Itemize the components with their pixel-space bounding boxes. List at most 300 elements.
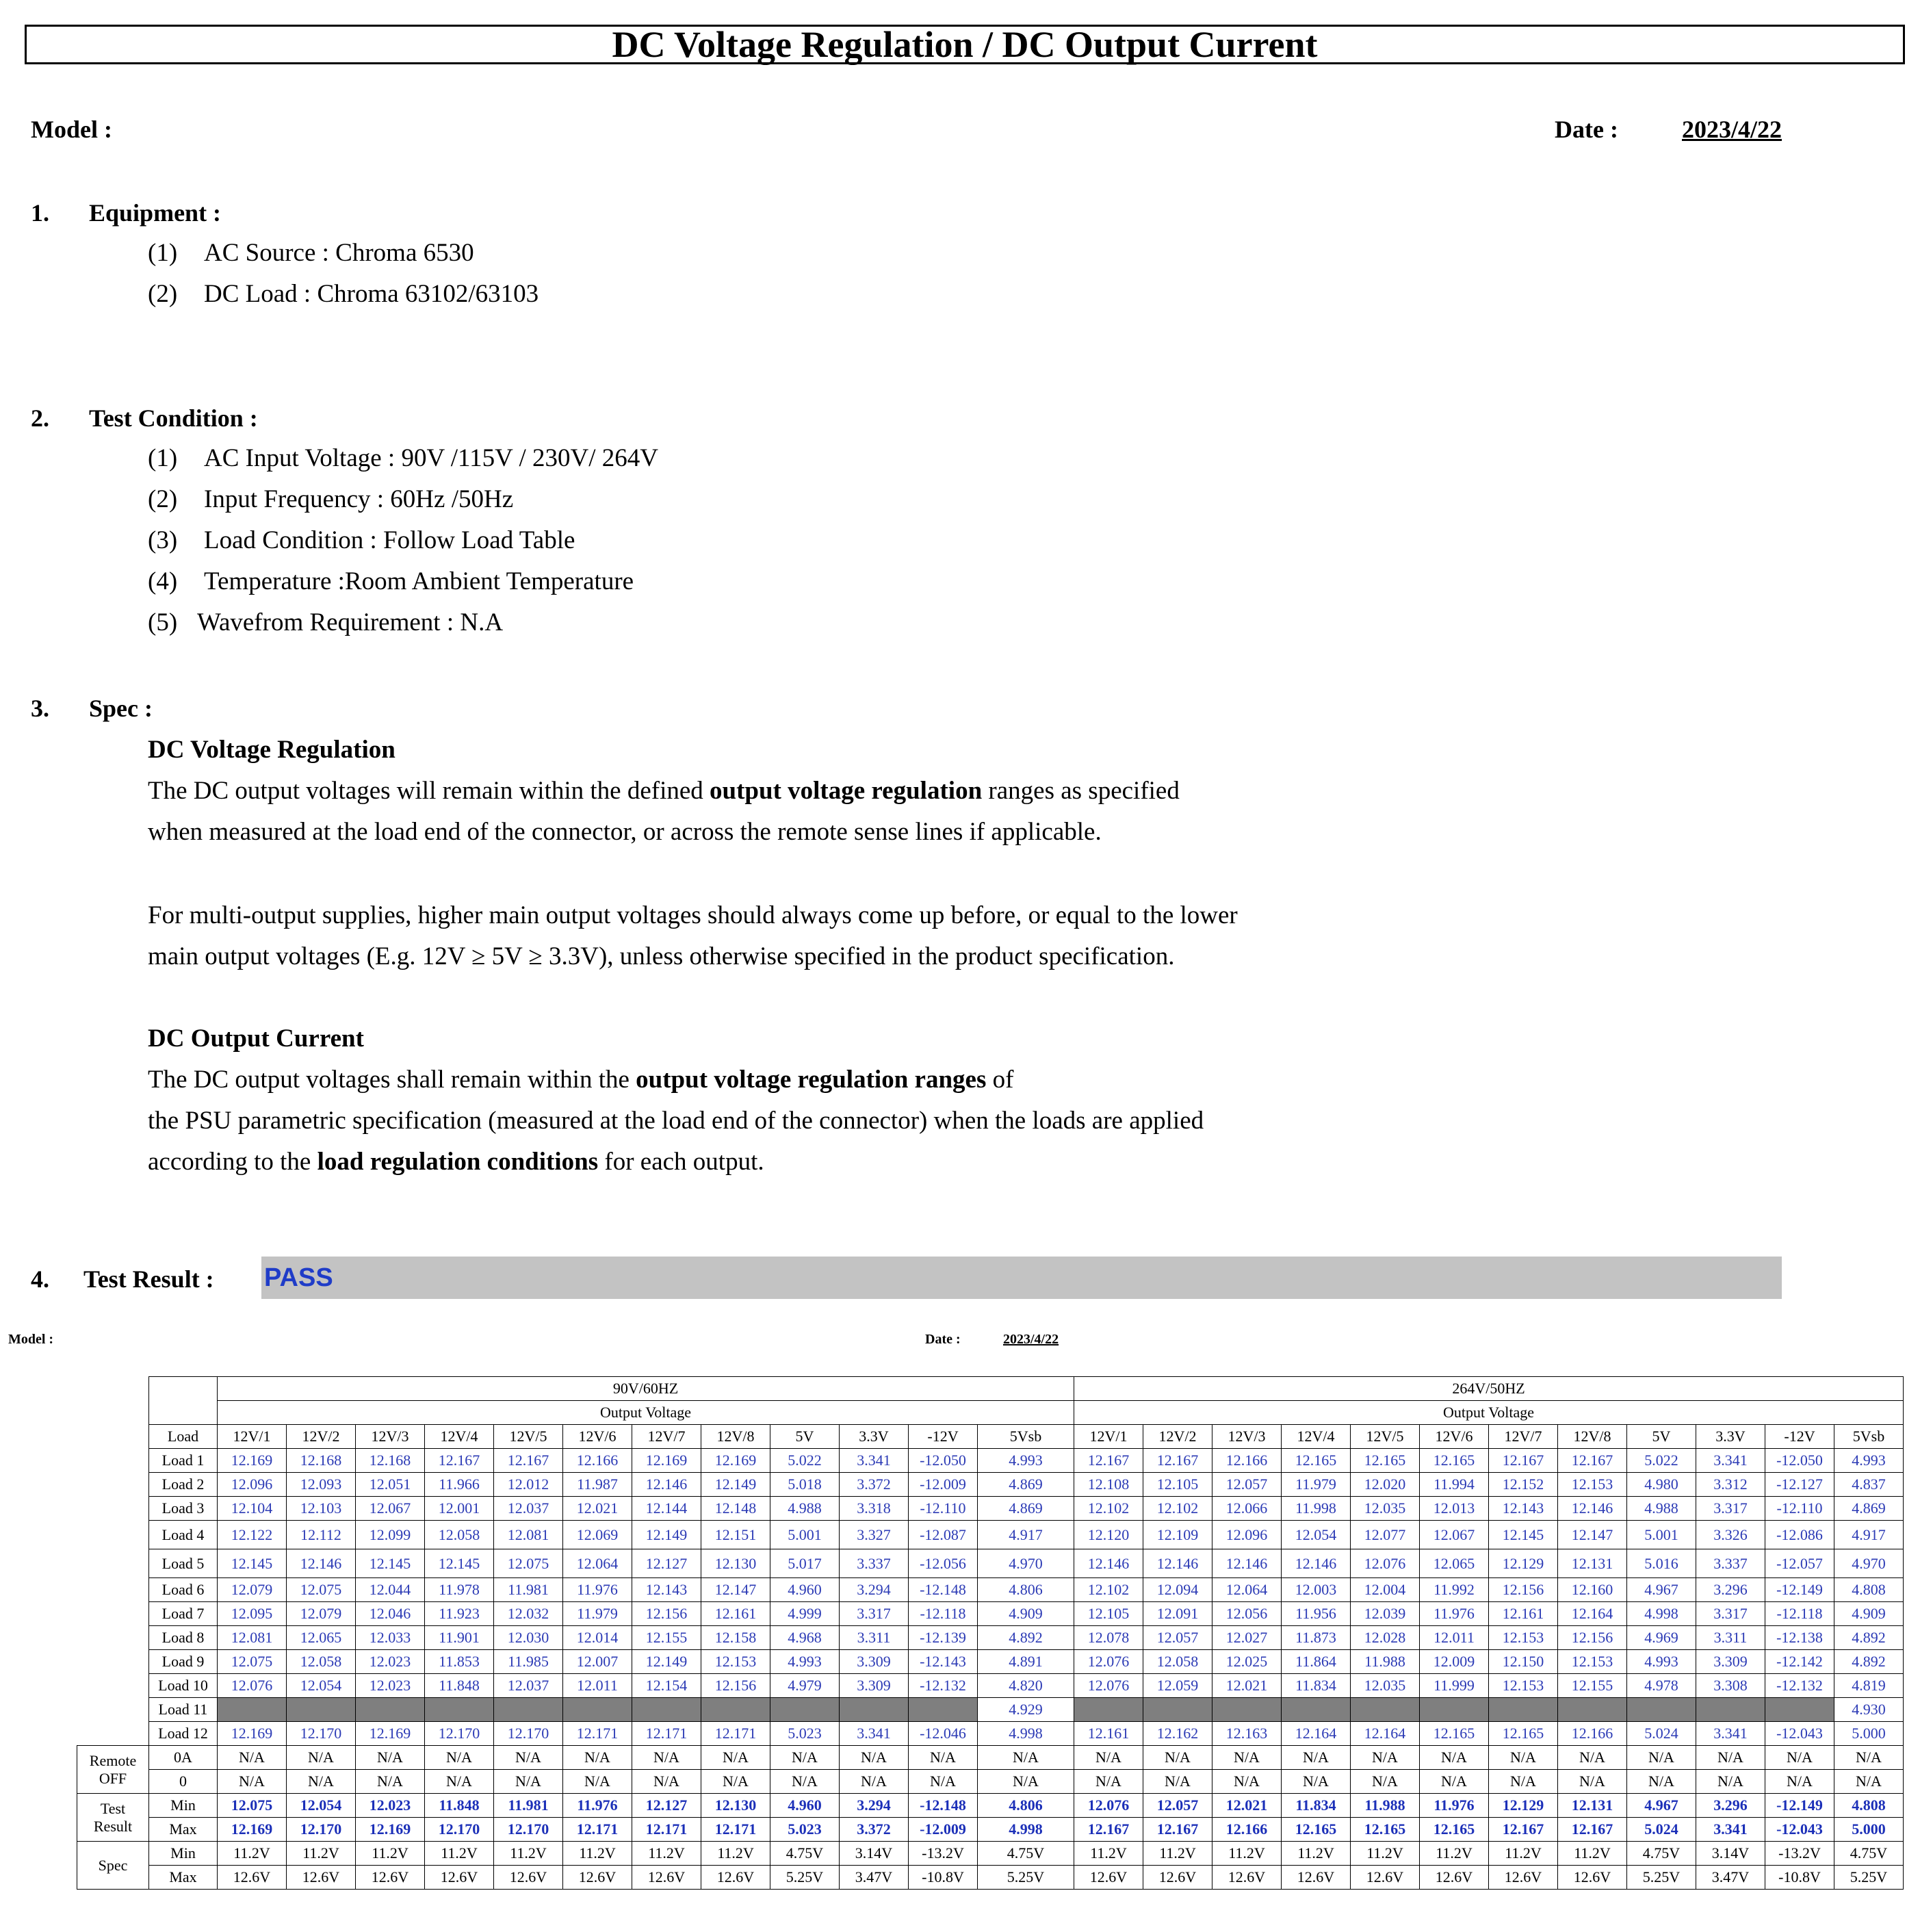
column-header-right: 12V/7 [1489, 1425, 1558, 1449]
value-cell-right: 12.054 [1282, 1521, 1351, 1549]
remote-off-row [77, 1770, 1904, 1794]
remote-off-value: N/A [1765, 1746, 1834, 1770]
spec-row-name: Max [149, 1866, 218, 1890]
value-cell-left: -12.148 [909, 1578, 978, 1602]
value-cell-right: 11.834 [1282, 1674, 1351, 1698]
result-bar [261, 1257, 1782, 1299]
value-cell-left: 3.327 [840, 1521, 909, 1549]
header-corner [149, 1377, 218, 1425]
load-row [77, 1521, 1904, 1549]
value-cell-right: 12.160 [1558, 1578, 1627, 1602]
group-header-left: 90V/60HZ [218, 1377, 1074, 1401]
blank-cell [77, 1549, 149, 1578]
load-row [77, 1626, 1904, 1650]
value-cell-left [701, 1698, 770, 1722]
value-cell-left: 12.169 [632, 1449, 701, 1473]
value-cell-right: 12.011 [1420, 1626, 1489, 1650]
value-cell-right: 12.165 [1489, 1722, 1558, 1746]
value-cell-left: 3.341 [840, 1722, 909, 1746]
value-cell-right: 12.035 [1351, 1674, 1420, 1698]
value-cell-left: 11.987 [563, 1473, 632, 1497]
value-cell-left [218, 1698, 287, 1722]
spec-value-left: 11.2V [218, 1842, 287, 1866]
value-cell-left: 12.169 [218, 1449, 287, 1473]
test-result-value-left: 12.171 [632, 1818, 701, 1842]
value-cell-left: 11.981 [494, 1578, 563, 1602]
load-row [77, 1650, 1904, 1674]
condition-item-3-text: Load Condition : Follow Load Table [204, 526, 575, 554]
value-cell-right: -12.127 [1765, 1473, 1834, 1497]
test-result-value-right: 5.000 [1834, 1818, 1904, 1842]
spec-value-left: 3.47V [840, 1866, 909, 1890]
value-cell-right [1143, 1698, 1212, 1722]
value-cell-left: 12.158 [701, 1626, 770, 1650]
test-result-value-left: 11.976 [563, 1794, 632, 1818]
remote-off-value: N/A [1420, 1770, 1489, 1794]
test-result-value-left: 12.130 [701, 1794, 770, 1818]
value-cell-right: 12.021 [1212, 1674, 1282, 1698]
value-cell-right: 11.992 [1420, 1578, 1489, 1602]
spec-doc-line-3-bold: load regulation conditions [317, 1148, 599, 1176]
remote-off-value: N/A [632, 1770, 701, 1794]
value-cell-right [1420, 1698, 1489, 1722]
value-cell-left: 11.853 [425, 1650, 494, 1674]
remote-off-value: N/A [1834, 1770, 1904, 1794]
spec-value-left: 3.14V [840, 1842, 909, 1866]
load-name: Load 8 [149, 1626, 218, 1650]
value-cell-right: 12.020 [1351, 1473, 1420, 1497]
spec-value-left: 11.2V [494, 1842, 563, 1866]
value-cell-right: 3.296 [1696, 1578, 1765, 1602]
value-cell-right: 3.309 [1696, 1650, 1765, 1674]
section-equipment-title: Equipment : [89, 199, 222, 227]
load-row [77, 1473, 1904, 1497]
value-cell-right: 12.155 [1558, 1674, 1627, 1698]
condition-item-4-num: (4) [148, 567, 178, 595]
value-cell-right: 12.064 [1212, 1578, 1282, 1602]
remote-off-value: N/A [840, 1746, 909, 1770]
remote-off-value: N/A [1351, 1746, 1420, 1770]
spec-doc-line-3 [148, 1147, 764, 1176]
value-cell-left: 12.170 [287, 1722, 356, 1746]
value-cell-right: 12.156 [1489, 1578, 1558, 1602]
value-cell-right: 4.819 [1834, 1674, 1904, 1698]
value-cell-left: 12.147 [701, 1578, 770, 1602]
value-cell-right: 11.994 [1420, 1473, 1489, 1497]
value-cell-left: 12.096 [218, 1473, 287, 1497]
value-cell-right: 12.166 [1558, 1722, 1627, 1746]
value-cell-right: 12.165 [1420, 1722, 1489, 1746]
section-equipment-num: 1. [31, 199, 49, 227]
remote-off-value: N/A [1489, 1746, 1558, 1770]
value-cell-right: 12.076 [1074, 1674, 1143, 1698]
remote-off-value: N/A [218, 1770, 287, 1794]
condition-item-5-num: (5) [148, 608, 178, 636]
remote-off-value: N/A [1696, 1770, 1765, 1794]
test-result-value-left: 12.169 [356, 1818, 425, 1842]
value-cell-left: 12.127 [632, 1549, 701, 1578]
test-result-label-line2: Result [93, 1817, 133, 1835]
condition-item-2-num: (2) [148, 485, 178, 513]
value-cell-left: 12.046 [356, 1602, 425, 1626]
column-header-left: 5V [770, 1425, 840, 1449]
spec-value-right: -10.8V [1765, 1866, 1834, 1890]
test-result-label [77, 1794, 149, 1842]
spec-row [77, 1842, 1904, 1866]
spec-doc-line-1-bold: output voltage regulation ranges [636, 1066, 987, 1094]
value-cell-left: 12.093 [287, 1473, 356, 1497]
spec-dvr-line-1-c: ranges as specified [982, 777, 1180, 805]
condition-item-1-text: AC Input Voltage : 90V /115V / 230V/ 264V [204, 444, 658, 472]
value-cell-right: 3.337 [1696, 1549, 1765, 1578]
header-row-group [77, 1377, 1904, 1401]
remote-off-value: N/A [1351, 1770, 1420, 1794]
value-cell-left: -12.009 [909, 1473, 978, 1497]
value-cell-right: 3.326 [1696, 1521, 1765, 1549]
value-cell-left [425, 1698, 494, 1722]
spec-value-left: -13.2V [909, 1842, 978, 1866]
remote-off-label-line1: Remote [89, 1751, 137, 1769]
results-table-body [77, 1377, 1904, 1890]
spec-doc-title: DC Output Current [148, 1025, 364, 1053]
remote-off-value: N/A [1558, 1746, 1627, 1770]
spec-value-right: 12.6V [1420, 1866, 1489, 1890]
value-cell-left: 4.909 [978, 1602, 1074, 1626]
value-cell-right: 4.988 [1627, 1497, 1696, 1521]
blank-cell [77, 1401, 149, 1425]
remote-off-value: N/A [1143, 1770, 1212, 1794]
value-cell-left: 12.149 [632, 1650, 701, 1674]
spec-value-left: 12.6V [287, 1866, 356, 1890]
value-cell-left: 5.018 [770, 1473, 840, 1497]
value-cell-left: 12.146 [287, 1549, 356, 1578]
test-result-value-left: 3.294 [840, 1794, 909, 1818]
spec-dvr-line-1-a: The DC output voltages will remain within the defined [148, 777, 710, 805]
date-value: 2023/4/22 [1682, 116, 1782, 143]
value-cell-right: 12.143 [1489, 1497, 1558, 1521]
column-header-left: 12V/2 [287, 1425, 356, 1449]
value-cell-left [494, 1698, 563, 1722]
condition-item-1 [148, 443, 658, 473]
value-cell-right: 4.993 [1627, 1650, 1696, 1674]
spec-value-left: 12.6V [356, 1866, 425, 1890]
load-name: Load 2 [149, 1473, 218, 1497]
value-cell-left: 4.869 [978, 1473, 1074, 1497]
condition-item-5-text: Wavefrom Requirement : N.A [197, 608, 504, 636]
model-label: Model : [31, 116, 112, 143]
result-value: PASS [264, 1263, 333, 1292]
remote-off-value: N/A [1212, 1746, 1282, 1770]
value-cell-left: 12.112 [287, 1521, 356, 1549]
test-result-value-right: 11.834 [1282, 1794, 1351, 1818]
test-result-value-right: 12.057 [1143, 1794, 1212, 1818]
load-row [77, 1698, 1904, 1722]
value-cell-left [287, 1698, 356, 1722]
value-cell-right: 12.105 [1143, 1473, 1212, 1497]
remote-off-value: N/A [1143, 1746, 1212, 1770]
section-result-title: Test Result : [83, 1265, 214, 1293]
test-result-value-left: 4.806 [978, 1794, 1074, 1818]
equipment-item-1-num: (1) [148, 239, 178, 267]
spec-dvr-title: DC Voltage Regulation [148, 736, 395, 764]
value-cell-right: 12.162 [1143, 1722, 1212, 1746]
value-cell-right: 12.165 [1282, 1449, 1351, 1473]
value-cell-right: 12.146 [1212, 1549, 1282, 1578]
value-cell-left: 12.170 [494, 1722, 563, 1746]
value-cell-right: -12.149 [1765, 1578, 1834, 1602]
value-cell-right: 12.076 [1351, 1549, 1420, 1578]
remote-off-value: N/A [1074, 1770, 1143, 1794]
value-cell-right: 12.166 [1212, 1449, 1282, 1473]
test-result-value-right: 11.988 [1351, 1794, 1420, 1818]
column-header-right: 12V/6 [1420, 1425, 1489, 1449]
test-result-row [77, 1818, 1904, 1842]
value-cell-left: -12.046 [909, 1722, 978, 1746]
value-cell-left [840, 1698, 909, 1722]
remote-off-row [77, 1746, 1904, 1770]
value-cell-right: 12.164 [1351, 1722, 1420, 1746]
value-cell-right [1351, 1698, 1420, 1722]
column-header-right: 12V/8 [1558, 1425, 1627, 1449]
blank-cell [77, 1602, 149, 1626]
value-cell-right: 11.999 [1420, 1674, 1489, 1698]
value-cell-left: 12.023 [356, 1674, 425, 1698]
load-name: Load 12 [149, 1722, 218, 1746]
value-cell-left: 4.960 [770, 1578, 840, 1602]
value-cell-left: 12.149 [632, 1521, 701, 1549]
load-name: Load 10 [149, 1674, 218, 1698]
test-result-value-right: 12.167 [1558, 1818, 1627, 1842]
value-cell-right: 12.161 [1074, 1722, 1143, 1746]
spec-dvr-line-3: For multi-output supplies, higher main output voltages should always come up before, or equal to the lower [148, 901, 1238, 929]
value-cell-right: 11.979 [1282, 1473, 1351, 1497]
output-voltage-right: Output Voltage [1074, 1401, 1904, 1425]
spec-value-right: 5.25V [1834, 1866, 1904, 1890]
spec-value-left: 12.6V [632, 1866, 701, 1890]
value-cell-left: 12.149 [701, 1473, 770, 1497]
value-cell-right: 12.102 [1074, 1497, 1143, 1521]
blank-cell [77, 1578, 149, 1602]
load-name: Load 3 [149, 1497, 218, 1521]
value-cell-right: 12.096 [1212, 1521, 1282, 1549]
value-cell-right: 3.311 [1696, 1626, 1765, 1650]
spec-value-left: 12.6V [494, 1866, 563, 1890]
value-cell-left: 12.058 [425, 1521, 494, 1549]
remote-off-value: N/A [1696, 1746, 1765, 1770]
load-row [77, 1602, 1904, 1626]
value-cell-right: 12.058 [1143, 1650, 1212, 1674]
value-cell-left: 11.979 [563, 1602, 632, 1626]
test-result-value-right: 4.808 [1834, 1794, 1904, 1818]
load-name: Load 11 [149, 1698, 218, 1722]
value-cell-right: 12.153 [1489, 1674, 1558, 1698]
value-cell-right: 11.998 [1282, 1497, 1351, 1521]
equipment-item-2 [148, 279, 539, 309]
value-cell-left: 12.145 [356, 1549, 425, 1578]
spec-value-left: 12.6V [425, 1866, 494, 1890]
value-cell-left: -12.056 [909, 1549, 978, 1578]
remote-off-value: N/A [1558, 1770, 1627, 1794]
test-result-value-right: 12.165 [1351, 1818, 1420, 1842]
remote-off-value: N/A [1420, 1746, 1489, 1770]
value-cell-left: 12.146 [632, 1473, 701, 1497]
value-cell-right: 12.057 [1212, 1473, 1282, 1497]
value-cell-left: 12.169 [701, 1449, 770, 1473]
test-result-value-left: -12.148 [909, 1794, 978, 1818]
load-row [77, 1549, 1904, 1578]
value-cell-left: 12.148 [701, 1497, 770, 1521]
value-cell-right: 5.001 [1627, 1521, 1696, 1549]
value-cell-left: -12.118 [909, 1602, 978, 1626]
value-cell-right: -12.050 [1765, 1449, 1834, 1473]
remote-off-value: N/A [1074, 1746, 1143, 1770]
value-cell-left: 12.069 [563, 1521, 632, 1549]
value-cell-left: 12.171 [701, 1722, 770, 1746]
table-date-label: Date : [925, 1332, 961, 1347]
test-result-value-right: 12.167 [1074, 1818, 1143, 1842]
equipment-item-2-text: DC Load : Chroma 63102/63103 [204, 280, 539, 308]
value-cell-right: 12.004 [1351, 1578, 1420, 1602]
spec-value-left: 11.2V [563, 1842, 632, 1866]
test-result-row-name: Min [149, 1794, 218, 1818]
value-cell-left: 12.170 [425, 1722, 494, 1746]
value-cell-left: 12.167 [494, 1449, 563, 1473]
value-cell-left: 12.051 [356, 1473, 425, 1497]
value-cell-right: 3.341 [1696, 1722, 1765, 1746]
column-header-left: 3.3V [840, 1425, 909, 1449]
value-cell-left: 4.917 [978, 1521, 1074, 1549]
condition-item-4 [148, 567, 634, 596]
test-result-value-left: 3.372 [840, 1818, 909, 1842]
value-cell-right: 12.145 [1489, 1521, 1558, 1549]
value-cell-left: 4.993 [770, 1650, 840, 1674]
value-cell-right: 12.057 [1143, 1626, 1212, 1650]
remote-off-value: N/A [978, 1746, 1074, 1770]
spec-dvr-line-1-bold: output voltage regulation [710, 777, 983, 805]
remote-off-value: N/A [1627, 1770, 1696, 1794]
value-cell-right: 12.027 [1212, 1626, 1282, 1650]
value-cell-right: -12.132 [1765, 1674, 1834, 1698]
value-cell-left: 12.058 [287, 1650, 356, 1674]
value-cell-right: 12.153 [1489, 1626, 1558, 1650]
spec-value-right: 11.2V [1489, 1842, 1558, 1866]
remote-off-value: N/A [287, 1746, 356, 1770]
test-result-value-right: 12.167 [1143, 1818, 1212, 1842]
remote-off-value: N/A [287, 1770, 356, 1794]
load-name: Load 7 [149, 1602, 218, 1626]
remote-off-value: N/A [840, 1770, 909, 1794]
value-cell-right: 12.066 [1212, 1497, 1282, 1521]
load-column-header: Load [149, 1425, 218, 1449]
value-cell-right: 3.308 [1696, 1674, 1765, 1698]
remote-off-value: N/A [1765, 1770, 1834, 1794]
value-cell-left: 12.075 [218, 1650, 287, 1674]
value-cell-right: 5.000 [1834, 1722, 1904, 1746]
column-header-left: 12V/1 [218, 1425, 287, 1449]
value-cell-right: 12.167 [1489, 1449, 1558, 1473]
spec-value-left: 5.25V [978, 1866, 1074, 1890]
remote-off-value: N/A [1282, 1746, 1351, 1770]
value-cell-right: 3.317 [1696, 1602, 1765, 1626]
value-cell-right: 12.067 [1420, 1521, 1489, 1549]
value-cell-right: 11.873 [1282, 1626, 1351, 1650]
value-cell-right [1074, 1698, 1143, 1722]
test-result-value-right: 3.296 [1696, 1794, 1765, 1818]
test-result-value-left: 12.075 [218, 1794, 287, 1818]
column-header-right: 12V/5 [1351, 1425, 1420, 1449]
column-header-right: 12V/3 [1212, 1425, 1282, 1449]
value-cell-right: 12.039 [1351, 1602, 1420, 1626]
value-cell-left: 12.001 [425, 1497, 494, 1521]
spec-row-name: Min [149, 1842, 218, 1866]
value-cell-left: 4.929 [978, 1698, 1074, 1722]
remote-off-value: N/A [1489, 1770, 1558, 1794]
value-cell-left: 12.145 [425, 1549, 494, 1578]
condition-item-1-num: (1) [148, 444, 178, 472]
remote-off-value: N/A [770, 1746, 840, 1770]
value-cell-right: 11.988 [1351, 1650, 1420, 1674]
spec-row [77, 1866, 1904, 1890]
spec-value-right: -13.2V [1765, 1842, 1834, 1866]
remote-off-value: N/A [563, 1746, 632, 1770]
value-cell-left: 3.317 [840, 1602, 909, 1626]
value-cell-left: 12.095 [218, 1602, 287, 1626]
column-header-left: -12V [909, 1425, 978, 1449]
value-cell-right: 3.341 [1696, 1449, 1765, 1473]
value-cell-left: 4.970 [978, 1549, 1074, 1578]
value-cell-left: 11.978 [425, 1578, 494, 1602]
spec-value-right: 3.47V [1696, 1866, 1765, 1890]
value-cell-right: 12.131 [1558, 1549, 1627, 1578]
value-cell-left: 12.007 [563, 1650, 632, 1674]
test-result-value-left: 5.023 [770, 1818, 840, 1842]
spec-value-right: 12.6V [1212, 1866, 1282, 1890]
condition-item-3-num: (3) [148, 526, 178, 554]
column-header-right: 12V/4 [1282, 1425, 1351, 1449]
spec-value-right: 11.2V [1212, 1842, 1282, 1866]
spec-value-right: 11.2V [1143, 1842, 1212, 1866]
header-row-columns [77, 1425, 1904, 1449]
value-cell-left: 3.309 [840, 1674, 909, 1698]
value-cell-left [770, 1698, 840, 1722]
value-cell-left: 4.998 [978, 1722, 1074, 1746]
column-header-right: 12V/2 [1143, 1425, 1212, 1449]
value-cell-left: 3.337 [840, 1549, 909, 1578]
value-cell-left: 12.067 [356, 1497, 425, 1521]
value-cell-left: 12.151 [701, 1521, 770, 1549]
load-name: Load 9 [149, 1650, 218, 1674]
value-cell-left: -12.143 [909, 1650, 978, 1674]
value-cell-left: 12.168 [287, 1449, 356, 1473]
value-cell-left: 12.156 [701, 1674, 770, 1698]
equipment-item-2-num: (2) [148, 280, 178, 308]
page-title-text: DC Voltage Regulation / DC Output Current [612, 24, 1318, 65]
spec-value-right: 11.2V [1420, 1842, 1489, 1866]
value-cell-left: 12.169 [218, 1722, 287, 1746]
blank-cell [77, 1674, 149, 1698]
remote-off-value: N/A [1834, 1746, 1904, 1770]
value-cell-left: 4.806 [978, 1578, 1074, 1602]
value-cell-right: 12.153 [1558, 1473, 1627, 1497]
condition-item-2 [148, 485, 513, 514]
equipment-item-1-text: AC Source : Chroma 6530 [204, 239, 474, 267]
value-cell-left: -12.132 [909, 1674, 978, 1698]
test-result-value-left: 12.170 [425, 1818, 494, 1842]
spec-value-left: 4.75V [978, 1842, 1074, 1866]
value-cell-right: -12.057 [1765, 1549, 1834, 1578]
value-cell-left: 12.130 [701, 1549, 770, 1578]
test-result-value-right: 12.021 [1212, 1794, 1282, 1818]
